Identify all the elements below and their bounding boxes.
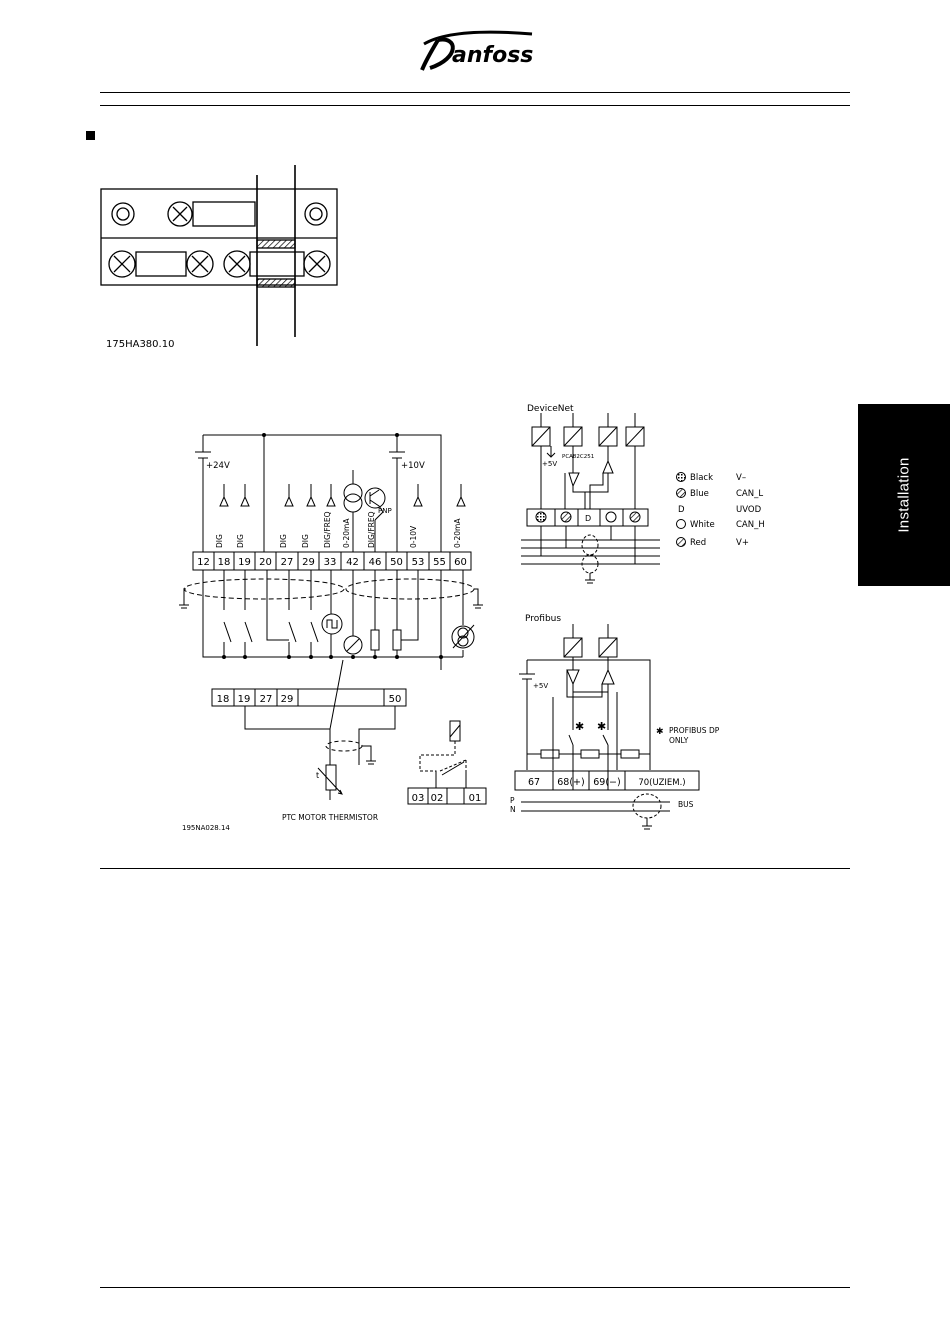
- footer-rule: [100, 1287, 850, 1288]
- terminal-function-label: DIG/FREQ: [323, 511, 332, 548]
- devicenet-figure: [521, 413, 660, 583]
- legend-signal-3: CAN_H: [736, 520, 765, 530]
- legend-signal-4: V+: [736, 538, 749, 548]
- profibus-terminal: 70(UZIEM.): [638, 778, 686, 788]
- terminal-42: 42: [346, 557, 359, 568]
- terminal-function-label: DIG: [301, 534, 310, 548]
- legend-signal-2: UVOD: [736, 505, 762, 515]
- terminal-function-label: 0-20mA: [453, 518, 462, 548]
- relay-terminal: 02: [430, 793, 444, 804]
- profibus-title: Profibus: [525, 614, 562, 624]
- thermistor-figure: [212, 660, 406, 800]
- terminal-29: 29: [302, 557, 315, 568]
- bus-p: P: [510, 796, 515, 805]
- devicenet-chip: PCA82C251: [562, 454, 595, 460]
- terminal-33: 33: [323, 557, 337, 568]
- terminal-46: 46: [368, 557, 382, 568]
- legend-signal-0: V–: [736, 473, 747, 483]
- cable-clamp-figure: [101, 165, 337, 346]
- legend-color-2: D: [678, 505, 685, 515]
- devicenet-title: DeviceNet: [527, 404, 574, 414]
- terminal-12: 12: [197, 557, 210, 568]
- legend-color-4: Red: [690, 538, 707, 548]
- legend-signal-1: CAN_L: [736, 489, 764, 499]
- bus-n: N: [510, 805, 516, 814]
- terminal-60: 60: [454, 557, 467, 568]
- profibus-terminal: 67: [527, 777, 541, 788]
- terminal-19: 19: [238, 557, 251, 568]
- profibus-supply: +5V: [533, 682, 549, 690]
- thermistor-t: t: [316, 771, 320, 780]
- terminal-function-label: DIG: [236, 534, 245, 548]
- terminal-55: 55: [433, 557, 446, 568]
- profibus-note-line2: ONLY: [669, 736, 689, 745]
- terminal-function-label: DIG: [279, 534, 288, 548]
- supply-24v: +24V: [206, 461, 230, 471]
- profibus-terminal: 69(−): [593, 777, 621, 788]
- terminal-20: 20: [259, 557, 272, 568]
- bus-label: BUS: [678, 800, 694, 809]
- terminal-18: 18: [217, 557, 231, 568]
- terminal-function-label: 0-20mA: [342, 518, 351, 548]
- terminal-50: 50: [390, 557, 403, 568]
- profibus-note-line1: PROFIBUS DP: [669, 726, 720, 735]
- devicenet-terminal-d: D: [585, 514, 592, 523]
- terminal-function-label: DIG: [215, 534, 224, 548]
- thermistor-caption: PTC MOTOR THERMISTOR: [282, 813, 379, 822]
- svg-text:anfoss: anfoss: [452, 43, 534, 68]
- terminal-function-label: 0-10V: [409, 525, 418, 548]
- relay-figure: [408, 721, 486, 804]
- legend-color-1: Blue: [690, 489, 709, 499]
- terminal-53: 53: [411, 557, 425, 568]
- body-rule: [100, 868, 850, 869]
- supply-10v: +10V: [401, 461, 425, 471]
- clamp-figure-code: 175HA380.10: [106, 339, 175, 350]
- terminal-function-label: DIG/FREQ: [367, 511, 376, 548]
- profibus-terminal: 68(+): [557, 777, 585, 788]
- screw-icon: [109, 202, 330, 277]
- profibus-star-right: ✱: [597, 720, 607, 733]
- legend-color-0: Black: [690, 473, 713, 483]
- profibus-star-left: ✱: [575, 720, 585, 733]
- thermistor-terminal: 50: [388, 694, 402, 705]
- side-tab-label: Installation: [895, 457, 913, 533]
- terminal-27: 27: [280, 557, 294, 568]
- legend-color-3: White: [690, 520, 715, 530]
- relay-terminal: 01: [468, 793, 482, 804]
- profibus-note-star: ✱: [656, 727, 664, 737]
- thermistor-terminal: 18: [216, 694, 230, 705]
- thermistor-terminal: 29: [280, 694, 294, 705]
- devicenet-supply: +5V: [542, 460, 558, 468]
- relay-terminal: 03: [411, 793, 425, 804]
- thermistor-terminal: 19: [237, 694, 251, 705]
- control-figure-code: 195NA028.14: [182, 824, 230, 832]
- pnp-label: PNP: [378, 507, 392, 515]
- thermistor-terminal: 27: [259, 694, 273, 705]
